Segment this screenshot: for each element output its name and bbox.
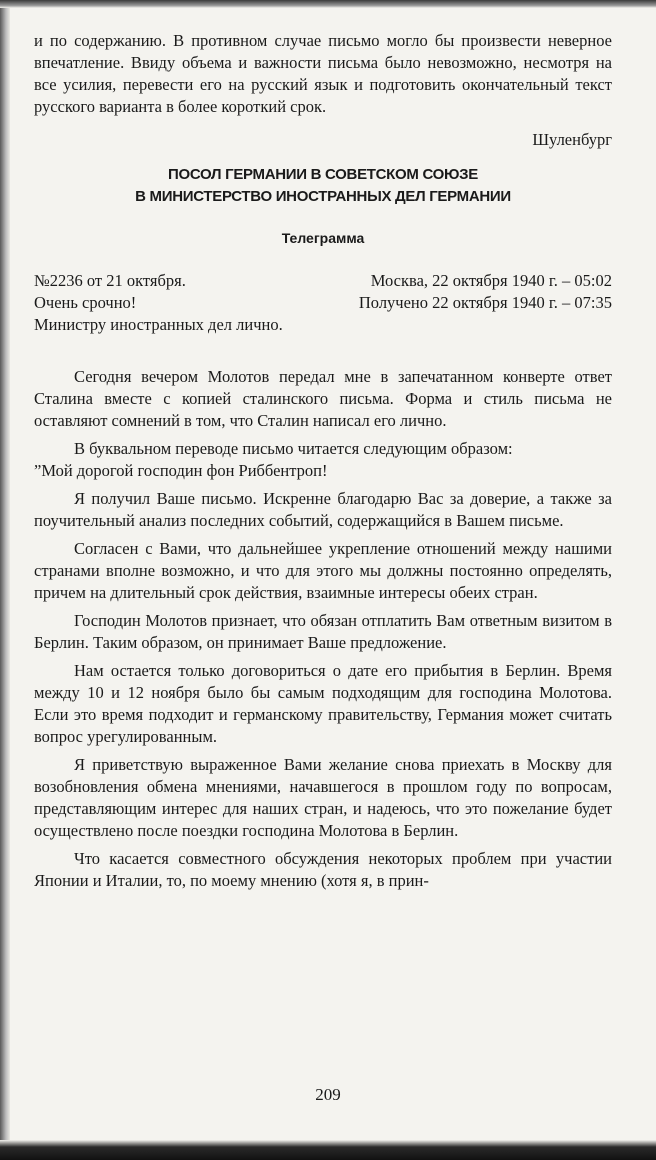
meta-row-1 [34,270,612,292]
continuation-paragraph: и по содержанию. В противном случае письмо могло бы произвести неверное впечатление. Ввиду объема и важности письма было невозможно, несмотря на все усилия, перевести его на русский язык и подготовить окончательный текст русского варианта в более короткий срок. [34,31,612,116]
body-paragraph: Господин Молотов признает, что обязан отплатить Вам ответным визитом в Берлин. Таким образом, он принимает Ваше предложение. [34,611,612,652]
urgency-note: Очень срочно! [34,293,137,312]
letter-salutation: ”Мой дорогой господин фон Риббентроп! [34,461,328,480]
received-datetime: Получено 22 октября 1940 г. – 07:35 [358,293,612,312]
telegram-meta [34,270,612,336]
scan-edge-left [0,0,10,1160]
page-number: 209 [315,1085,341,1104]
telegram-number: №2236 от 21 октября. [34,271,186,290]
addressee: Министру иностранных дел лично. [34,315,283,334]
body-paragraph: Сегодня вечером Молотов передал мне в запечатанном конверте ответ Сталина вместе с копией сталинского письма. Форма и стиль письма не оставляют сомнений в том, что Сталин написал его лично. [34,367,612,430]
sent-datetime: Москва, 22 октября 1940 г. – 05:02 [370,271,612,290]
body-paragraph: Я получил Ваше письмо. Искренне благодарю Вас за доверие, а также за поучительный анализ последних событий, содержащийся в Вашем письме. [34,489,612,530]
scan-edge-bottom [0,1140,656,1160]
scan-edge-top [0,0,656,8]
heading-line-2: В МИНИСТЕРСТВО ИНОСТРАННЫХ ДЕЛ ГЕРМАНИИ [135,188,511,205]
signature: Шуленбург [532,130,612,149]
letter-body [34,366,612,892]
document-type: Телеграмма [281,230,365,246]
meta-row-2 [34,292,612,314]
heading-line-1: ПОСОЛ ГЕРМАНИИ В СОВЕТСКОМ СОЮЗЕ [168,166,478,183]
body-paragraph: Согласен с Вами, что дальнейшее укрепление отношений между нашими странами вполне возможно, и что для этого мы должны постоянно определять, причем на длительный срок действия, взаимные интересы обеих стран. [34,539,612,602]
body-paragraph: Нам остается только договориться о дате его прибытия в Берлин. Время между 10 и 12 ноября было бы самым подходящим для господина Молотова. Если это время подходит и германскому правительству, Германия может считать вопрос урегулированным. [34,661,612,746]
document-heading [34,164,612,208]
page-body [34,30,612,892]
body-paragraph: Я приветствую выраженное Вами желание снова приехать в Москву для возобновления обмена мнениями, начавшегося в прошлом году по вопросам, представляющим интерес для наших стран, и надеюсь, что это пожелание будет осуществлено после поездки господина Молотова в Берлин. [34,755,612,840]
body-paragraph: Что касается совместного обсуждения некоторых проблем при участии Японии и Италии, то, по моему мнению (хотя я, в прин- [34,849,612,890]
body-paragraph: В буквальном переводе письмо читается следующим образом: [74,439,513,458]
